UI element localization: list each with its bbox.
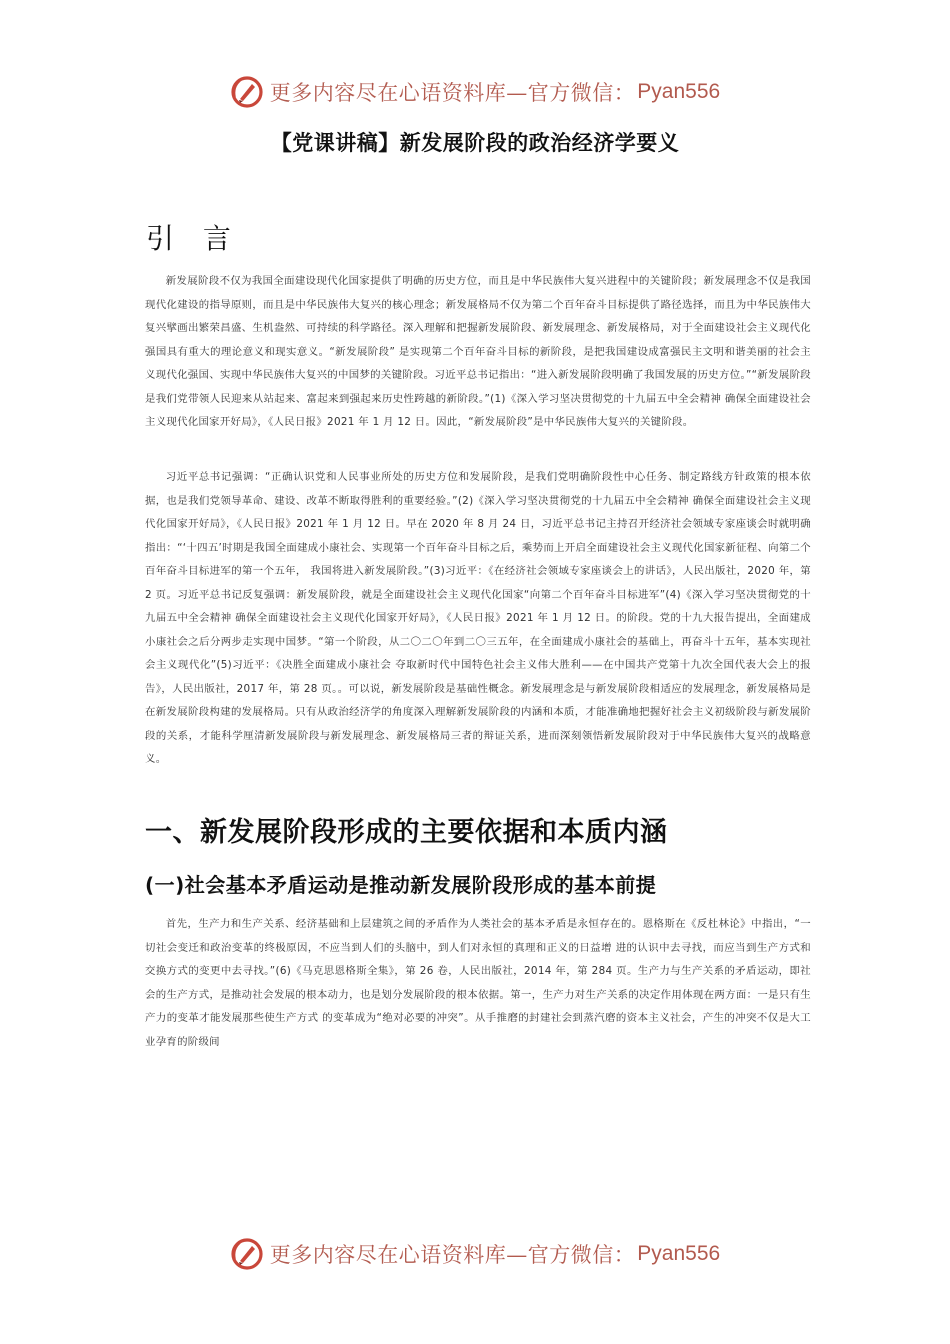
- document-title: 【党课讲稿】新发展阶段的政治经济学要义: [270, 131, 680, 155]
- banner-wechat-id: Pyan556: [637, 1242, 721, 1265]
- intro-heading: 引 言: [146, 222, 241, 255]
- logo-icon: [230, 1237, 264, 1271]
- section-heading-1: 一、新发展阶段形成的主要依据和本质内涵: [145, 817, 668, 848]
- banner-text: 更多内容尽在心语资料库—官方微信：: [269, 1243, 636, 1267]
- banner-text: 更多内容尽在心语资料库—官方微信：: [269, 81, 636, 105]
- subsection-paragraph-1: 首先，生产力和生产关系、经济基础和上层建筑之间的矛盾作为人类社会的基本矛盾是永恒存在的。恩格斯在《反杜林论》中指出，“一切社会变迁和政治变革的终极原因，不应当到人们的头脑中，到人们对永恒的真理和正义的日益增 进的认识中去寻找，而应当到生产方式和交换方式的变更中去寻找。”(6)《马克思恩格斯全集》，第 26 卷，人民出版社，2014 年，第 284 页。生产力与生产关系的矛盾运动，即社会的生产方式，是推动社会发展的根本动力，也是划分发展阶段的根本依据。第一，生产力对生产关系的决定作用体现在两方面：一是只有生产力的变革才能发展那些使生产方式 的变革成为“绝对必要的冲突”。从手推磨的封建社会到蒸汽磨的资本主义社会，产生的冲突不仅是大工业孕育的阶级间: [145, 918, 811, 1048]
- banner-wechat-id: Pyan556: [637, 80, 721, 103]
- header-banner: [0, 72, 950, 112]
- intro-paragraph-1: 新发展阶段不仅为我国全面建设现代化国家提供了明确的历史方位，而且是中华民族伟大复兴进程中的关键阶段；新发展理念不仅是我国现代化建设的指导原则，而且是中华民族伟大复兴的核心理念；新发展格局不仅为第二个百年奋斗目标提供了路径选择，而且为中华民族伟大复兴擘画出繁荣昌盛、生机盎然、可持续的科学路径。深入理解和把握新发展阶段、新发展理念、新发展格局，对于全面建设社会主义现代化强国具有重大的理论意义和现实意义。“新发展阶段” 是实现第二个百年奋斗目标的新阶段，是把我国建设成富强民主文明和谐美丽的社会主义现代化强国、实现中华民族伟大复兴的中国梦的关键阶段。习近平总书记指出：“进入新发展阶段明确了我国发展的历史方位。”“新发展阶段是我们党带领人民迎来从站起来、富起来到强起来历史性跨越的新阶段。”(1)《深入学习坚决贯彻党的十九届五中全会精神 确保全面建设社会主义现代化国家开好局》，《人民日报》2021 年 1 月 12 日。因此，“新发展阶段”是中华民族伟大复兴的关键阶段。: [145, 275, 811, 428]
- footer-banner: [0, 1234, 950, 1274]
- subsection-heading-1: (一)社会基本矛盾运动是推动新发展阶段形成的基本前提: [145, 873, 657, 897]
- logo-icon: [230, 75, 264, 109]
- intro-paragraph-2: 习近平总书记强调：“正确认识党和人民事业所处的历史方位和发展阶段，是我们党明确阶段性中心任务、制定路线方针政策的根本依据，也是我们党领导革命、建设、改革不断取得胜利的重要经验。”(2)《深入学习坚决贯彻党的十九届五中全会精神 确保全面建设社会主义现代化国家开好局》，《人民日报》2021 年 1 月 12 日。早在 2020 年 8 月 24 日，习近平总书记主持召开经济社会领域专家座谈会时就明确指出：“‘十四五’时期是我国全面建成小康社会、实现第一个百年奋斗目标之后，乘势而上开启全面建设社会主义现代化国家新征程、向第二个百年奋斗目标进军的第一个五年， 我国将进入新发展阶段。”(3)习近平：《在经济社会领域专家座谈会上的讲话》，人民出版社，2020 年，第 2 页。习近平总书记反复强调：新发展阶段，就是全面建设社会主义现代化国家“向第二个百年奋斗目标进军”(4)《深入学习坚决贯彻党的十九届五中全会精神 确保全面建设社会主义现代化国家开好局》，《人民日报》2021 年 1 月 12 日。的阶段。党的十九大报告提出，全面建成小康社会之后分两步走实现中国梦。“第一个阶段，从二〇二〇年到二〇三五年，在全面建成小康社会的基础上，再奋斗十五年，基本实现社会主义现代化”(5)习近平：《决胜全面建成小康社会 夺取新时代中国特色社会主义伟大胜利——在中国共产党第十九次全国代表大会上的报告》，人民出版社，2017 年，第 28 页。。可以说，新发展阶段是基础性概念。新发展理念是与新发展阶段相适应的发展理念，新发展格局是在新发展阶段构建的发展格局。只有从政治经济学的角度深入理解新发展阶段的内涵和本质，才能准确地把握好社会主义初级阶段与新发展阶段的关系，才能科学厘清新发展阶段与新发展理念、新发展格局三者的辩证关系，进而深刻领悟新发展阶段对于中华民族伟大复兴的战略意义。: [145, 471, 811, 765]
